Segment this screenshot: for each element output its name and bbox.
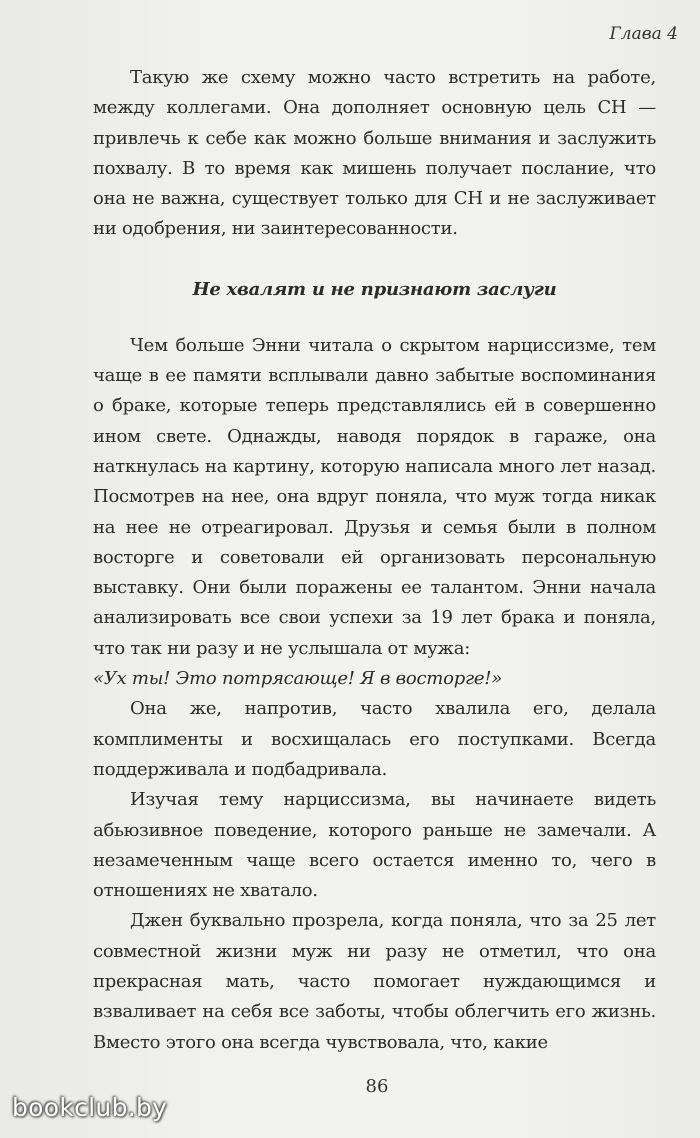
site-watermark: bookclub.by (12, 1093, 168, 1122)
chapter-header: Глава 4 (609, 24, 678, 44)
paragraph-2: Чем больше Энни читала о скрытом нарциссизме, тем чаще в ее памяти всплывали давно забытые воспоминания о браке, которые теперь представлялись ей в совершенно ином свете. Однажды, наводя порядок в гараже, она наткнулась на картину, которую написала много лет назад. Посмотрев на нее, она вдруг поняла, что муж тогда никак на нее не отреагировал. Друзья и семья были в полном восторге и советовали ей организовать персональную выставку. Они были поражены ее талантом. Энни начала анализировать все свои успехи за 19 лет брака и поняла, что так ни разу и не услышала от мужа: (93, 334, 656, 659)
paragraph-5: Джен буквально прозрела, когда поняла, что за 25 лет совместной жизни муж ни разу не отметил, что она прекрасная мать, часто помогает нуждающимся и взваливает на себя все заботы, чтобы облегчить его жизнь. Вместо этого она всегда чувствовала, что, какие (93, 910, 656, 1053)
paragraph-1: Такую же схему можно часто встретить на работе, между коллегами. Она дополняет основную цель СН — привлечь к себе как можно больше внимания и заслужить похвалу. В то время как мишень получает послание, что она не важна, существует только для СН и не заслуживает ни одобрения, ни заинтересованности. (93, 67, 656, 240)
quote-line: «Ух ты! Это потрясающе! Я в восторге!» (93, 668, 502, 690)
paragraph-4: Изучая тему нарциссизма, вы начинаете видеть абьюзивное поведение, которого раньше не замечали. А незамеченным чаще всего остается именно то, чего в отношениях не хватало. (93, 789, 656, 902)
paragraph-3: Она же, напротив, часто хвалила его, делала комплименты и восхищалась его поступками. Всегда поддерживала и подбадривала. (93, 698, 656, 780)
page-number: 86 (365, 1076, 389, 1097)
section-heading: Не хвалят и не признают заслуги (192, 278, 557, 300)
page-body (93, 63, 656, 1058)
